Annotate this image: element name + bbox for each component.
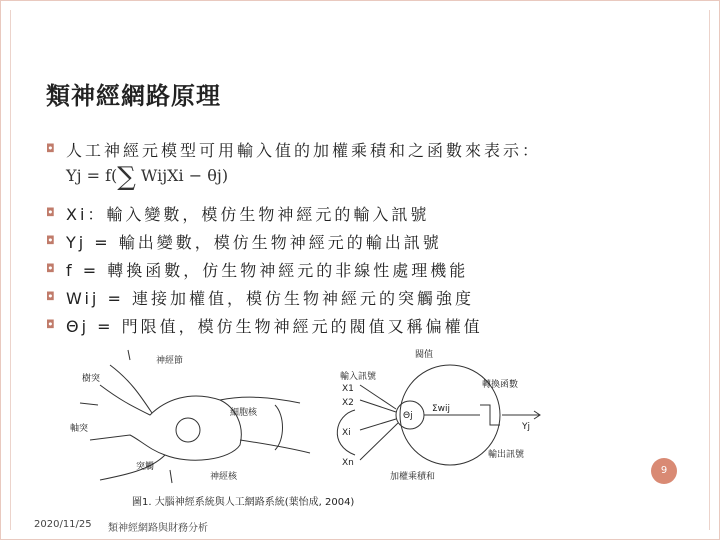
biological-neuron: [80, 350, 355, 483]
bullet-icon: ◘: [46, 206, 55, 219]
art-label-xi: Xi: [342, 428, 351, 438]
bio-label-synapse: 突觸: [136, 462, 155, 472]
bullet-text-4: f = 轉換函數，仿生物神經元的非線性處理機能: [66, 261, 469, 280]
art-label-theta: Θj: [403, 411, 413, 421]
art-label-input: 輸入訊號: [340, 372, 377, 382]
bio-label-axon: 軸突: [70, 424, 89, 434]
neuron-formula: [66, 158, 229, 192]
bullet-text-6: Θj = 門限值，模仿生物神經元的閥值又稱偏權值: [66, 317, 483, 336]
bio-label-dendrite: 樹突: [82, 374, 101, 384]
art-label-weighted-sum: 加權乘積和: [390, 472, 436, 482]
footer-date: 2020/11/25: [34, 519, 92, 530]
bio-label-nucleus: 細胞核: [230, 408, 258, 418]
bullet-text-2: Xi：輸入變數，模仿生物神經元的輸入訊號: [66, 205, 430, 224]
formula-lhs: Yj = f(: [66, 166, 118, 185]
slide-title: 類神經網路原理: [46, 81, 221, 110]
art-label-transfer: 轉換函數: [482, 380, 519, 390]
art-label-output: 輸出訊號: [488, 450, 525, 460]
bullet-text-3: Yj = 輸出變數，模仿生物神經元的輸出訊號: [66, 233, 442, 252]
bullet-text-5: Wij = 連接加權值，模仿生物神經元的突觸強度: [66, 289, 474, 308]
bullet-icon: ◘: [46, 290, 55, 303]
footer-subject: 類神經網路與財務分析: [108, 523, 208, 534]
art-label-sigma: Σwij: [432, 404, 451, 414]
bio-label-core: 神經核: [210, 472, 238, 482]
figure-caption: 圖1. 大腦神經系統與人工網路系統(葉怡成, 2004): [132, 497, 355, 508]
bullet-icon: ◘: [46, 262, 55, 275]
bio-label-ganglion: 神經節: [156, 356, 184, 366]
art-label-xn: Xn: [342, 458, 354, 468]
page-number-badge: 9: [651, 458, 677, 484]
formula-term: WijXi − θj): [140, 166, 229, 185]
art-label-threshold: 閥值: [415, 350, 434, 360]
art-label-x1: X1: [342, 384, 354, 394]
bullet-text-1: 人工神經元模型可用輸入值的加權乘積和之函數來表示：: [66, 141, 542, 160]
sigma-icon: ∑: [117, 162, 136, 192]
art-label-yj: Yj: [522, 422, 530, 432]
art-label-x2: X2: [342, 398, 354, 408]
bullet-icon: ◘: [46, 142, 55, 155]
bullet-icon: ◘: [46, 318, 55, 331]
neuron-diagram: [70, 345, 670, 485]
bullet-icon: ◘: [46, 234, 55, 247]
